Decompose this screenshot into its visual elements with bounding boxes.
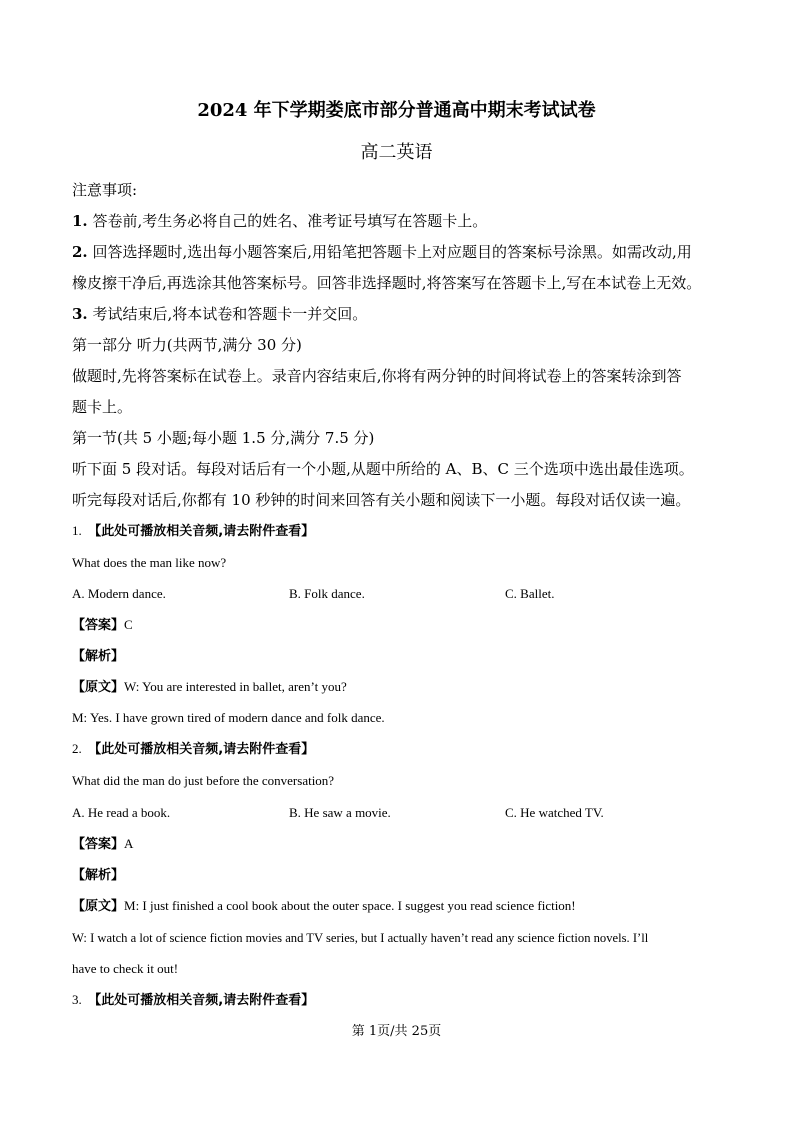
section1-intro-line1: 听下面 5 段对话。每段对话后有一个小题,从题中所给的 A、B、C 三个选项中选出最佳选项。 <box>72 460 694 478</box>
question-1-audio <box>72 522 314 541</box>
note-number: 2. <box>72 243 88 261</box>
question-2-transcript-line2: W: I watch a lot of science fiction movies and TV series, but I actually haven’t read any science fiction novels. I’ll <box>72 931 649 945</box>
option-b: B. He saw a movie. <box>289 805 391 820</box>
audio-placeholder[interactable]: 【此处可播放相关音频,请去附件查看】 <box>88 993 315 1008</box>
exam-subtitle: 高二英语 <box>360 142 433 163</box>
transcript-label: 【原文】 <box>72 899 125 914</box>
option-c: C. He watched TV. <box>505 805 604 820</box>
question-1-answer <box>72 616 133 635</box>
notes-heading: 注意事项: <box>72 181 138 199</box>
question-2-transcript-line1 <box>72 897 576 916</box>
question-1-transcript-line1 <box>72 678 347 697</box>
option-a: A. Modern dance. <box>72 586 166 601</box>
note-number: 1. <box>72 212 88 230</box>
question-number: 1. <box>72 523 82 538</box>
answer-label: 【答案】 <box>72 837 125 852</box>
part1-intro-line2: 题卡上。 <box>72 398 133 416</box>
transcript-text: W: You are interested in ballet, aren’t you? <box>124 679 347 694</box>
part1-title: 第一部分 听力(共两节,满分 30 分) <box>72 336 302 354</box>
option-a: A. He read a book. <box>72 805 171 820</box>
part1-intro-line1: 做题时,先将答案标在试卷上。录音内容结束后,你将有两分钟的时间将试卷上的答案转涂到答 <box>72 367 682 385</box>
note-text: 答卷前,考生务必将自己的姓名、准考证号填写在答题卡上。 <box>87 212 488 230</box>
option-c: C. Ballet. <box>505 586 555 601</box>
analysis-label: 【解析】 <box>72 649 125 664</box>
question-2-analysis <box>72 866 124 885</box>
question-2-transcript-line3: have to check it out! <box>72 961 179 976</box>
section1-intro-line2: 听完每段对话后,你都有 10 秒钟的时间来回答有关小题和阅读下一小题。每段对话仅读一遍。 <box>72 491 691 509</box>
note-item-2 <box>72 242 692 262</box>
note-text: 回答选择题时,选出每小题答案后,用铅笔把答题卡上对应题目的答案标号涂黑。如需改动,用 <box>87 243 692 261</box>
answer-value: C <box>124 617 133 632</box>
question-number: 2. <box>72 741 82 756</box>
question-2-audio <box>72 740 314 759</box>
question-2-stem: What did the man do just before the conversation? <box>72 773 335 788</box>
audio-placeholder[interactable]: 【此处可播放相关音频,请去附件查看】 <box>88 742 315 757</box>
question-number: 3. <box>72 992 82 1007</box>
note-number: 3. <box>72 305 88 323</box>
question-3-audio <box>72 991 314 1010</box>
section1-title: 第一节(共 5 小题;每小题 1.5 分,满分 7.5 分) <box>72 429 375 447</box>
note-text: 考试结束后,将本试卷和答题卡一并交回。 <box>87 305 368 323</box>
note-item-2-continued: 橡皮擦干净后,再选涂其他答案标号。回答非选择题时,将答案写在答题卡上,写在本试卷上无效。 <box>72 274 702 292</box>
question-1-analysis <box>72 647 124 666</box>
question-1-transcript-line2: M: Yes. I have grown tired of modern dance and folk dance. <box>72 710 385 725</box>
answer-value: A <box>124 836 134 851</box>
page-footer: 第 1页/共 25页 <box>351 1024 442 1039</box>
exam-title: 2024 年下学期娄底市部分普通高中期末考试试卷 <box>197 100 596 121</box>
transcript-label: 【原文】 <box>72 680 125 695</box>
answer-label: 【答案】 <box>72 618 125 633</box>
question-2-answer <box>72 835 133 854</box>
question-1-stem: What does the man like now? <box>72 555 227 570</box>
option-b: B. Folk dance. <box>289 586 365 601</box>
note-item-3 <box>72 304 367 324</box>
audio-placeholder[interactable]: 【此处可播放相关音频,请去附件查看】 <box>88 524 315 539</box>
transcript-text: M: I just finished a cool book about the outer space. I suggest you read science fiction! <box>124 898 576 913</box>
analysis-label: 【解析】 <box>72 868 125 883</box>
note-item-1 <box>72 211 487 231</box>
